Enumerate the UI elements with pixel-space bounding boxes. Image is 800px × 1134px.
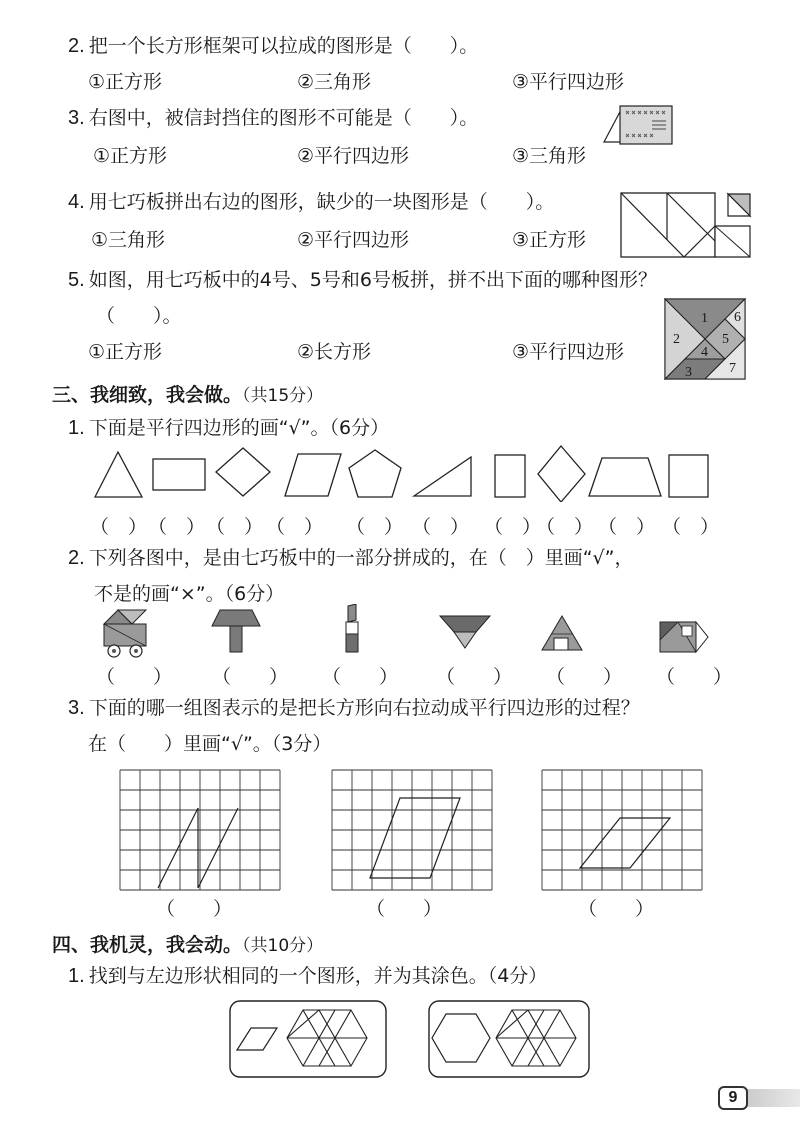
- q3-option-3: ③三角形: [512, 145, 587, 167]
- figure-triangle-house: [542, 616, 582, 650]
- figure-torch: [346, 604, 358, 652]
- grid-option-3: [540, 768, 704, 892]
- shape-rectangle: [153, 459, 205, 490]
- figure-funnel: [440, 616, 490, 648]
- shape-right-triangle: [414, 457, 471, 496]
- q4-option-1: ①三角形: [91, 229, 166, 251]
- tangram-label-5: 5: [722, 332, 729, 347]
- s3-q3-paren-1[interactable]: （ ）: [156, 898, 233, 920]
- s3-q1-paren-1[interactable]: （ ）: [90, 516, 148, 538]
- q4-option-2: ②平行四边形: [297, 229, 410, 251]
- tangram-label-4: 4: [701, 345, 708, 360]
- q5-option-2: ②长方形: [297, 341, 372, 363]
- s3-q3-stem: 3. 下面的哪一组图表示的是把长方形向右拉动成平行四边形的过程？: [68, 697, 640, 719]
- grid-option-2: [330, 768, 494, 892]
- grid-option-1: [118, 768, 282, 892]
- q5-option-3: ③平行四边形: [512, 341, 625, 363]
- s3-q2-paren-6[interactable]: （ ）: [656, 666, 733, 688]
- q2-option-2: ②三角形: [297, 71, 372, 93]
- figure-table: [212, 610, 260, 652]
- s3-q1-paren-4[interactable]: （ ）: [266, 516, 324, 538]
- q2-stem: 2. 把一个长方形框架可以拉成的图形是（ ）。: [68, 35, 479, 57]
- tangram-label-3: 3: [685, 365, 692, 380]
- shape-pentagon: [349, 450, 401, 497]
- s3-q2-stem-line2: 不是的画“×”。（6分）: [94, 583, 285, 605]
- s3-q1-paren-6[interactable]: （ ）: [412, 516, 470, 538]
- shape-square: [669, 455, 708, 497]
- s3-q1-paren-9[interactable]: （ ）: [598, 516, 656, 538]
- s3-q2-paren-4[interactable]: （ ）: [436, 666, 513, 688]
- s3-q1-shapes: [92, 444, 712, 502]
- q5-blank: （ ）。: [96, 305, 182, 327]
- q2-option-1: ①正方形: [88, 71, 163, 93]
- shape-rhombus-tall: [538, 446, 585, 502]
- s3-q2-stem: 2. 下列各图中，是由七巧板中的一部分拼成的，在（ ）里画“√”，: [68, 547, 634, 569]
- figure-cart: [104, 610, 146, 657]
- tangram-label-6: 6: [734, 310, 741, 325]
- q2-option-3: ③平行四边形: [512, 71, 625, 93]
- shape-match-box-2: [428, 1000, 590, 1078]
- tangram-square-figure: [664, 298, 746, 380]
- q5-option-1: ①正方形: [88, 341, 163, 363]
- s3-q1-paren-3[interactable]: （ ）: [206, 516, 264, 538]
- section-4-title: 四、我机灵，我会动。（共10分）: [52, 934, 324, 956]
- shape-parallelogram: [285, 454, 341, 496]
- s3-q1-paren-10[interactable]: （ ）: [662, 516, 720, 538]
- s3-q2-paren-5[interactable]: （ ）: [546, 666, 623, 688]
- q3-option-2: ②平行四边形: [297, 145, 410, 167]
- figure-arrow: [660, 622, 708, 652]
- s3-q2-paren-3[interactable]: （ ）: [322, 666, 399, 688]
- envelope-figure: [602, 104, 674, 148]
- q5-stem: 5. 如图，用七巧板中的4号、5号和6号板拼，拼不出下面的哪种图形？: [68, 269, 657, 291]
- page-number-bar: [740, 1089, 800, 1107]
- shape-tall-rectangle: [495, 455, 525, 497]
- s3-q3-stem-line2: 在（ ）里画“√”。（3分）: [88, 733, 332, 755]
- shape-triangle: [95, 452, 142, 497]
- shape-trapezoid: [589, 458, 661, 496]
- tangram-missing-piece-figure: [620, 192, 752, 260]
- q4-option-3: ③正方形: [512, 229, 587, 251]
- s3-q1-paren-7[interactable]: （ ）: [484, 516, 542, 538]
- s3-q2-paren-1[interactable]: （ ）: [96, 666, 173, 688]
- s3-q3-paren-2[interactable]: （ ）: [366, 898, 443, 920]
- shape-diamond: [216, 448, 270, 496]
- page-number: 9: [718, 1086, 748, 1110]
- s3-q1-paren-2[interactable]: （ ）: [148, 516, 206, 538]
- s3-q1-stem: 1. 下面是平行四边形的画“√”。（6分）: [68, 417, 390, 439]
- tangram-label-7: 7: [729, 361, 736, 376]
- q4-stem: 4. 用七巧板拼出右边的图形，缺少的一块图形是（ ）。: [68, 191, 555, 213]
- s3-q2-paren-2[interactable]: （ ）: [212, 666, 289, 688]
- s3-q2-figures: [100, 604, 720, 660]
- s3-q3-paren-3[interactable]: （ ）: [578, 898, 655, 920]
- q3-stem: 3. 右图中，被信封挡住的图形不可能是（ ）。: [68, 107, 479, 129]
- shape-match-box-1: [229, 1000, 387, 1078]
- section-3-title: 三、我细致，我会做。（共15分）: [52, 384, 324, 406]
- q3-option-1: ①正方形: [93, 145, 168, 167]
- s3-q1-paren-5[interactable]: （ ）: [346, 516, 404, 538]
- tangram-label-1: 1: [701, 311, 708, 326]
- tangram-label-2: 2: [673, 332, 680, 347]
- s3-q1-paren-8[interactable]: （ ）: [536, 516, 594, 538]
- s4-q1-stem: 1. 找到与左边形状相同的一个图形，并为其涂色。（4分）: [68, 965, 548, 987]
